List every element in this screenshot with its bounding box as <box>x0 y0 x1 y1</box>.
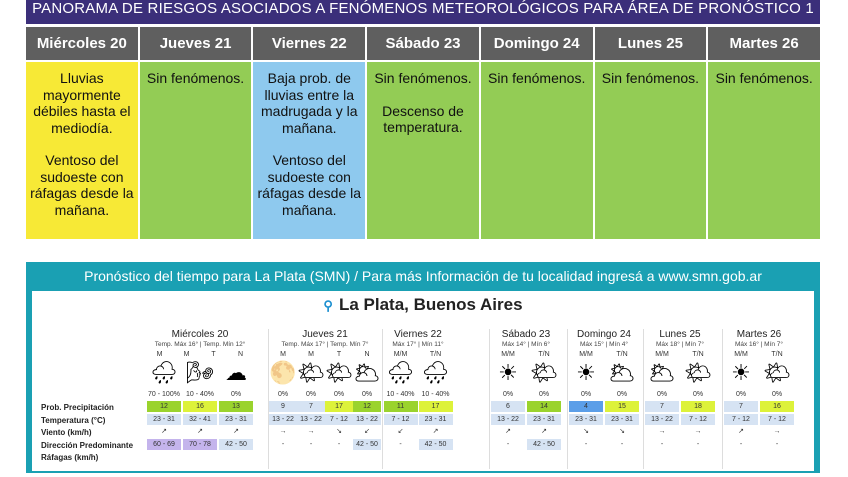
temp-value: 15 <box>605 401 639 412</box>
wind-value: 7 - 12 <box>681 414 715 425</box>
wind-value: 13 - 22 <box>491 414 525 425</box>
wind-row <box>146 413 254 426</box>
precip-value: 0% <box>230 390 242 398</box>
dir-value: ↘ <box>619 428 625 436</box>
temp-value: 16 <box>760 401 794 412</box>
wind-value: 13 - 22 <box>645 414 679 425</box>
dir-row <box>383 426 453 439</box>
dir-value: ↗ <box>233 428 239 436</box>
dir-value: ↗ <box>505 428 511 436</box>
precip-value: 0% <box>656 390 668 398</box>
forecast-day-range: Temp. Máx 17° | Temp. Mín 7° <box>281 341 369 348</box>
period-labels <box>723 351 795 358</box>
precip-value: 70 - 100% <box>148 390 180 398</box>
risk-day-column <box>367 27 479 239</box>
weather-icon: ☀ <box>731 360 751 385</box>
forecast-day-range: Máx 15° | Mín 4° <box>579 341 629 348</box>
weather-icon: 🌤 <box>684 360 712 385</box>
forecast-day-range: Máx 17° | Mín 11° <box>392 341 444 348</box>
precip-row <box>723 388 795 401</box>
wind-value: 23 - 31 <box>219 414 253 425</box>
risk-day-header: Miércoles 20 <box>26 27 138 60</box>
period-label: T <box>211 351 216 358</box>
wind-value: 23 - 31 <box>147 414 181 425</box>
wind-row <box>490 413 562 426</box>
risk-day-text: Sin fenómenos. <box>146 70 245 86</box>
weather-icon: 🌤 <box>325 360 353 385</box>
risk-day-text: Descenso de temperatura. <box>382 102 464 135</box>
risk-days-grid <box>26 27 820 239</box>
period-label: T/N <box>429 351 442 358</box>
forecast-day-name: Lunes 25 <box>659 329 701 340</box>
forecast-card <box>26 262 820 473</box>
forecast-header[interactable]: Pronóstico del tiempo para La Plata (SMN) / Para más Información de tu localidad ingresá a www.smn.gob.ar <box>84 268 762 284</box>
wind-row <box>383 413 453 426</box>
wind-value: 13 - 22 <box>269 414 297 425</box>
gusts-value: - <box>281 440 285 448</box>
risk-day-text: Sin fenómenos. <box>715 70 813 86</box>
gusts-value: - <box>584 440 588 448</box>
period-label: M/M <box>393 351 408 358</box>
wind-value: 13 - 22 <box>297 414 325 425</box>
precip-value: 0% <box>361 390 373 398</box>
wind-value: 23 - 31 <box>605 414 639 425</box>
temp-value: 17 <box>419 401 453 412</box>
precip-row <box>490 388 562 401</box>
risk-day-column <box>26 27 138 239</box>
weather-icon: 🌥 <box>608 360 636 385</box>
forecast-day <box>268 329 381 469</box>
risk-day-header: Viernes 22 <box>253 27 365 60</box>
weather-icon: 🌥 <box>648 360 676 385</box>
weather-icon: 🌤 <box>763 360 791 385</box>
forecast-day-name: Martes 26 <box>736 329 782 340</box>
dir-value: → <box>658 428 666 436</box>
weather-icons <box>490 358 562 388</box>
period-label: M <box>183 351 190 358</box>
temp-value: 13 <box>219 401 253 412</box>
wind-value: 7 - 12 <box>384 414 418 425</box>
gusts-row <box>490 438 562 451</box>
temp-value: 7 <box>297 401 325 412</box>
forecast-day <box>567 329 640 469</box>
forecast-day <box>489 329 562 469</box>
dir-row <box>644 426 716 439</box>
forecast-day-name: Sábado 23 <box>501 329 551 340</box>
period-label: T <box>336 351 342 358</box>
precip-value: 0% <box>502 390 514 398</box>
wind-value: 7 - 12 <box>724 414 758 425</box>
weather-icons <box>146 358 254 388</box>
risk-day-text: Sin fenómenos. <box>601 70 700 86</box>
period-label: M <box>280 351 286 358</box>
period-label: M/M <box>579 351 593 358</box>
dir-row <box>568 426 640 439</box>
risk-day-column <box>481 27 593 239</box>
row-label: Ráfagas (km/h) <box>41 453 99 462</box>
gusts-value: - <box>399 440 402 448</box>
risk-panorama-title: PANORAMA DE RIESGOS ASOCIADOS A FENÓMENOS METEOROLÓGICOS PARA ÁREA DE PRONÓSTICO 1 <box>26 0 820 24</box>
gusts-value: - <box>739 440 743 448</box>
period-label: T/N <box>771 351 783 358</box>
risk-day-body <box>367 62 479 239</box>
gusts-row <box>723 438 795 451</box>
precip-value: 0% <box>771 390 783 398</box>
period-label: N <box>364 351 370 358</box>
precip-value: 0% <box>277 390 289 398</box>
precip-row <box>146 388 254 401</box>
dir-value: ↘ <box>336 428 342 436</box>
location-name: La Plata, Buenos Aires <box>338 295 523 314</box>
risk-day-body <box>253 62 365 239</box>
weather-icons <box>568 358 640 388</box>
dir-row <box>490 426 562 439</box>
period-label: N <box>237 351 244 358</box>
forecast-day-name: Domingo 24 <box>577 329 631 340</box>
risk-day-text: Sin fenómenos. <box>488 70 586 86</box>
wind-row <box>269 413 381 426</box>
wind-row <box>568 413 640 426</box>
temp-row <box>723 401 795 414</box>
wind-value: 7 - 12 <box>325 414 353 425</box>
risk-day-header: Sábado 23 <box>367 27 479 60</box>
dir-value: → <box>773 428 781 436</box>
wind-value: 13 - 22 <box>353 414 381 425</box>
temp-value: 17 <box>325 401 353 412</box>
temp-row <box>490 401 562 414</box>
dir-value: → <box>694 428 702 436</box>
risk-day-body <box>140 62 252 239</box>
period-label: M/M <box>655 351 669 358</box>
period-labels <box>490 351 562 358</box>
weather-icon: 🌧 <box>150 360 178 385</box>
precip-value: 0% <box>580 390 592 398</box>
wind-value: 23 - 31 <box>419 414 453 425</box>
temp-value: 11 <box>384 401 418 412</box>
wind-value: 7 - 12 <box>760 414 794 425</box>
weather-icon: 🌕 <box>269 360 297 385</box>
period-label: M/M <box>501 351 515 358</box>
temp-row <box>383 401 453 414</box>
period-labels <box>269 351 381 358</box>
gusts-value: - <box>620 440 624 448</box>
temp-value: 7 <box>645 401 679 412</box>
forecast-day-range: Máx 14° | Mín 6° <box>501 341 551 348</box>
location-title <box>32 295 814 315</box>
wind-value: 23 - 31 <box>569 414 603 425</box>
risk-day-text: Lluvias mayormente débiles hasta el mediodía. <box>33 70 131 136</box>
gusts-value: - <box>660 440 664 448</box>
dir-value: ↙ <box>364 428 370 436</box>
weather-icons <box>383 358 453 388</box>
period-labels <box>383 351 453 358</box>
dir-value: ↗ <box>197 428 203 436</box>
precip-value: 10 - 40% <box>386 390 415 398</box>
temp-value: 9 <box>269 401 297 412</box>
weather-icon: ☀ <box>498 360 518 385</box>
dir-value: → <box>307 428 315 436</box>
risk-day-text: Sin fenómenos. <box>374 70 472 86</box>
row-label: Viento (km/h) <box>41 428 92 437</box>
forecast-day <box>382 329 453 469</box>
period-label: T/N <box>616 351 628 358</box>
wind-row <box>723 413 795 426</box>
precip-value: 10 - 40% <box>421 390 450 398</box>
gusts-row <box>269 438 381 451</box>
gusts-value: - <box>506 440 510 448</box>
temp-row <box>146 401 254 414</box>
gusts-value: - <box>337 440 341 448</box>
gusts-value: 42 - 50 <box>219 439 253 450</box>
forecast-day <box>146 329 254 469</box>
dir-row <box>146 426 254 439</box>
temp-value: 12 <box>353 401 381 412</box>
precip-value: 0% <box>333 390 345 398</box>
gusts-row <box>568 438 640 451</box>
weather-icons <box>269 358 381 388</box>
temp-row <box>269 401 381 414</box>
risk-day-header: Martes 26 <box>708 27 820 60</box>
weather-icon: ☀ <box>576 360 596 385</box>
weather-icon: 🌤 <box>530 360 558 385</box>
dir-value: ↗ <box>432 428 439 436</box>
period-label: M <box>156 351 163 358</box>
weather-icon: ☁ <box>225 360 247 385</box>
gusts-value: 60 - 69 <box>147 439 181 450</box>
gusts-value: 42 - 50 <box>527 439 561 450</box>
weather-icon: 🌧 <box>386 360 415 385</box>
period-labels <box>146 351 254 358</box>
gusts-value: - <box>696 440 700 448</box>
row-label: Prob. Precipitación <box>41 403 114 412</box>
forecast-day-name: Viernes 22 <box>394 329 442 340</box>
temp-row <box>644 401 716 414</box>
precip-value: 0% <box>616 390 628 398</box>
dir-value: ↗ <box>738 428 744 436</box>
forecast-day <box>643 329 716 469</box>
forecast-day <box>722 329 795 469</box>
dir-row <box>269 426 381 439</box>
dir-value: ↙ <box>397 428 404 436</box>
risk-day-body <box>708 62 820 239</box>
risk-day-text: Ventoso del sudoeste con ráfagas desde la mañana. <box>257 152 362 218</box>
weather-icon: 🌧 <box>421 360 450 385</box>
risk-day-column <box>253 27 365 239</box>
forecast-day-range: Máx 18° | Mín 7° <box>655 341 705 348</box>
temp-value: 12 <box>147 401 181 412</box>
temp-value: 16 <box>183 401 217 412</box>
precip-value: 0% <box>735 390 747 398</box>
temp-value: 4 <box>569 401 603 412</box>
wind-row <box>644 413 716 426</box>
precip-row <box>644 388 716 401</box>
period-label: T/N <box>538 351 550 358</box>
precip-row <box>383 388 453 401</box>
risk-day-text: Ventoso del sudoeste con ráfagas desde la mañana. <box>30 152 134 218</box>
risk-day-header: Jueves 21 <box>140 27 252 60</box>
gusts-value: 70 - 78 <box>183 439 217 450</box>
weather-icon: 🌥 <box>353 360 381 385</box>
precip-value: 0% <box>538 390 550 398</box>
risk-day-column <box>595 27 707 239</box>
precip-row <box>269 388 381 401</box>
row-labels <box>41 402 133 465</box>
weather-icons <box>644 358 716 388</box>
gusts-value: - <box>775 440 779 448</box>
risk-day-body <box>26 62 138 239</box>
dir-value: ↘ <box>583 428 589 436</box>
risk-day-header: Lunes 25 <box>595 27 707 60</box>
risk-day-body <box>595 62 707 239</box>
risk-day-body <box>481 62 593 239</box>
period-labels <box>644 351 716 358</box>
dir-value: ↗ <box>541 428 547 436</box>
precip-value: 10 - 40% <box>185 390 215 398</box>
period-labels <box>568 351 640 358</box>
temp-value: 6 <box>491 401 525 412</box>
risk-day-header: Domingo 24 <box>481 27 593 60</box>
risk-day-column <box>708 27 820 239</box>
gusts-row <box>383 438 453 451</box>
dir-row <box>723 426 795 439</box>
gusts-value: 42 - 50 <box>419 439 453 450</box>
temp-value: 14 <box>527 401 561 412</box>
forecast-day-name: Miércoles 20 <box>171 329 229 340</box>
forecast-day-range: Máx 16° | Mín 7° <box>734 341 784 348</box>
period-label: M <box>308 351 314 358</box>
gusts-row <box>644 438 716 451</box>
forecast-table <box>32 291 814 471</box>
weather-icons <box>723 358 795 388</box>
wind-value: 23 - 31 <box>527 414 561 425</box>
gusts-value: 42 - 50 <box>353 439 381 450</box>
temp-row <box>568 401 640 414</box>
temp-value: 7 <box>724 401 758 412</box>
precip-row <box>568 388 640 401</box>
weather-icon: 🌤 <box>297 360 325 385</box>
precip-value: 0% <box>692 390 704 398</box>
dir-value: ↗ <box>161 428 167 436</box>
weather-icon: 🌬 <box>186 360 214 385</box>
risk-day-text: Baja prob. de lluvias entre la madrugada y la mañana. <box>261 70 358 136</box>
gusts-value: - <box>309 440 313 448</box>
row-label: Dirección Predominante <box>41 440 134 450</box>
period-label: M/M <box>734 351 748 358</box>
gusts-row <box>146 438 254 451</box>
location-pin-icon: ⚲ <box>323 298 333 313</box>
forecast-day-name: Jueves 21 <box>302 329 348 340</box>
forecast-day-range: Temp. Máx 16° | Temp. Mín 12° <box>154 341 246 348</box>
risk-day-column <box>140 27 252 239</box>
row-label: Temperatura (°C) <box>41 415 106 425</box>
temp-value: 18 <box>681 401 715 412</box>
period-label: T/N <box>692 351 704 358</box>
dir-value: → <box>279 428 287 436</box>
wind-value: 32 - 41 <box>183 414 217 425</box>
precip-value: 0% <box>305 390 317 398</box>
